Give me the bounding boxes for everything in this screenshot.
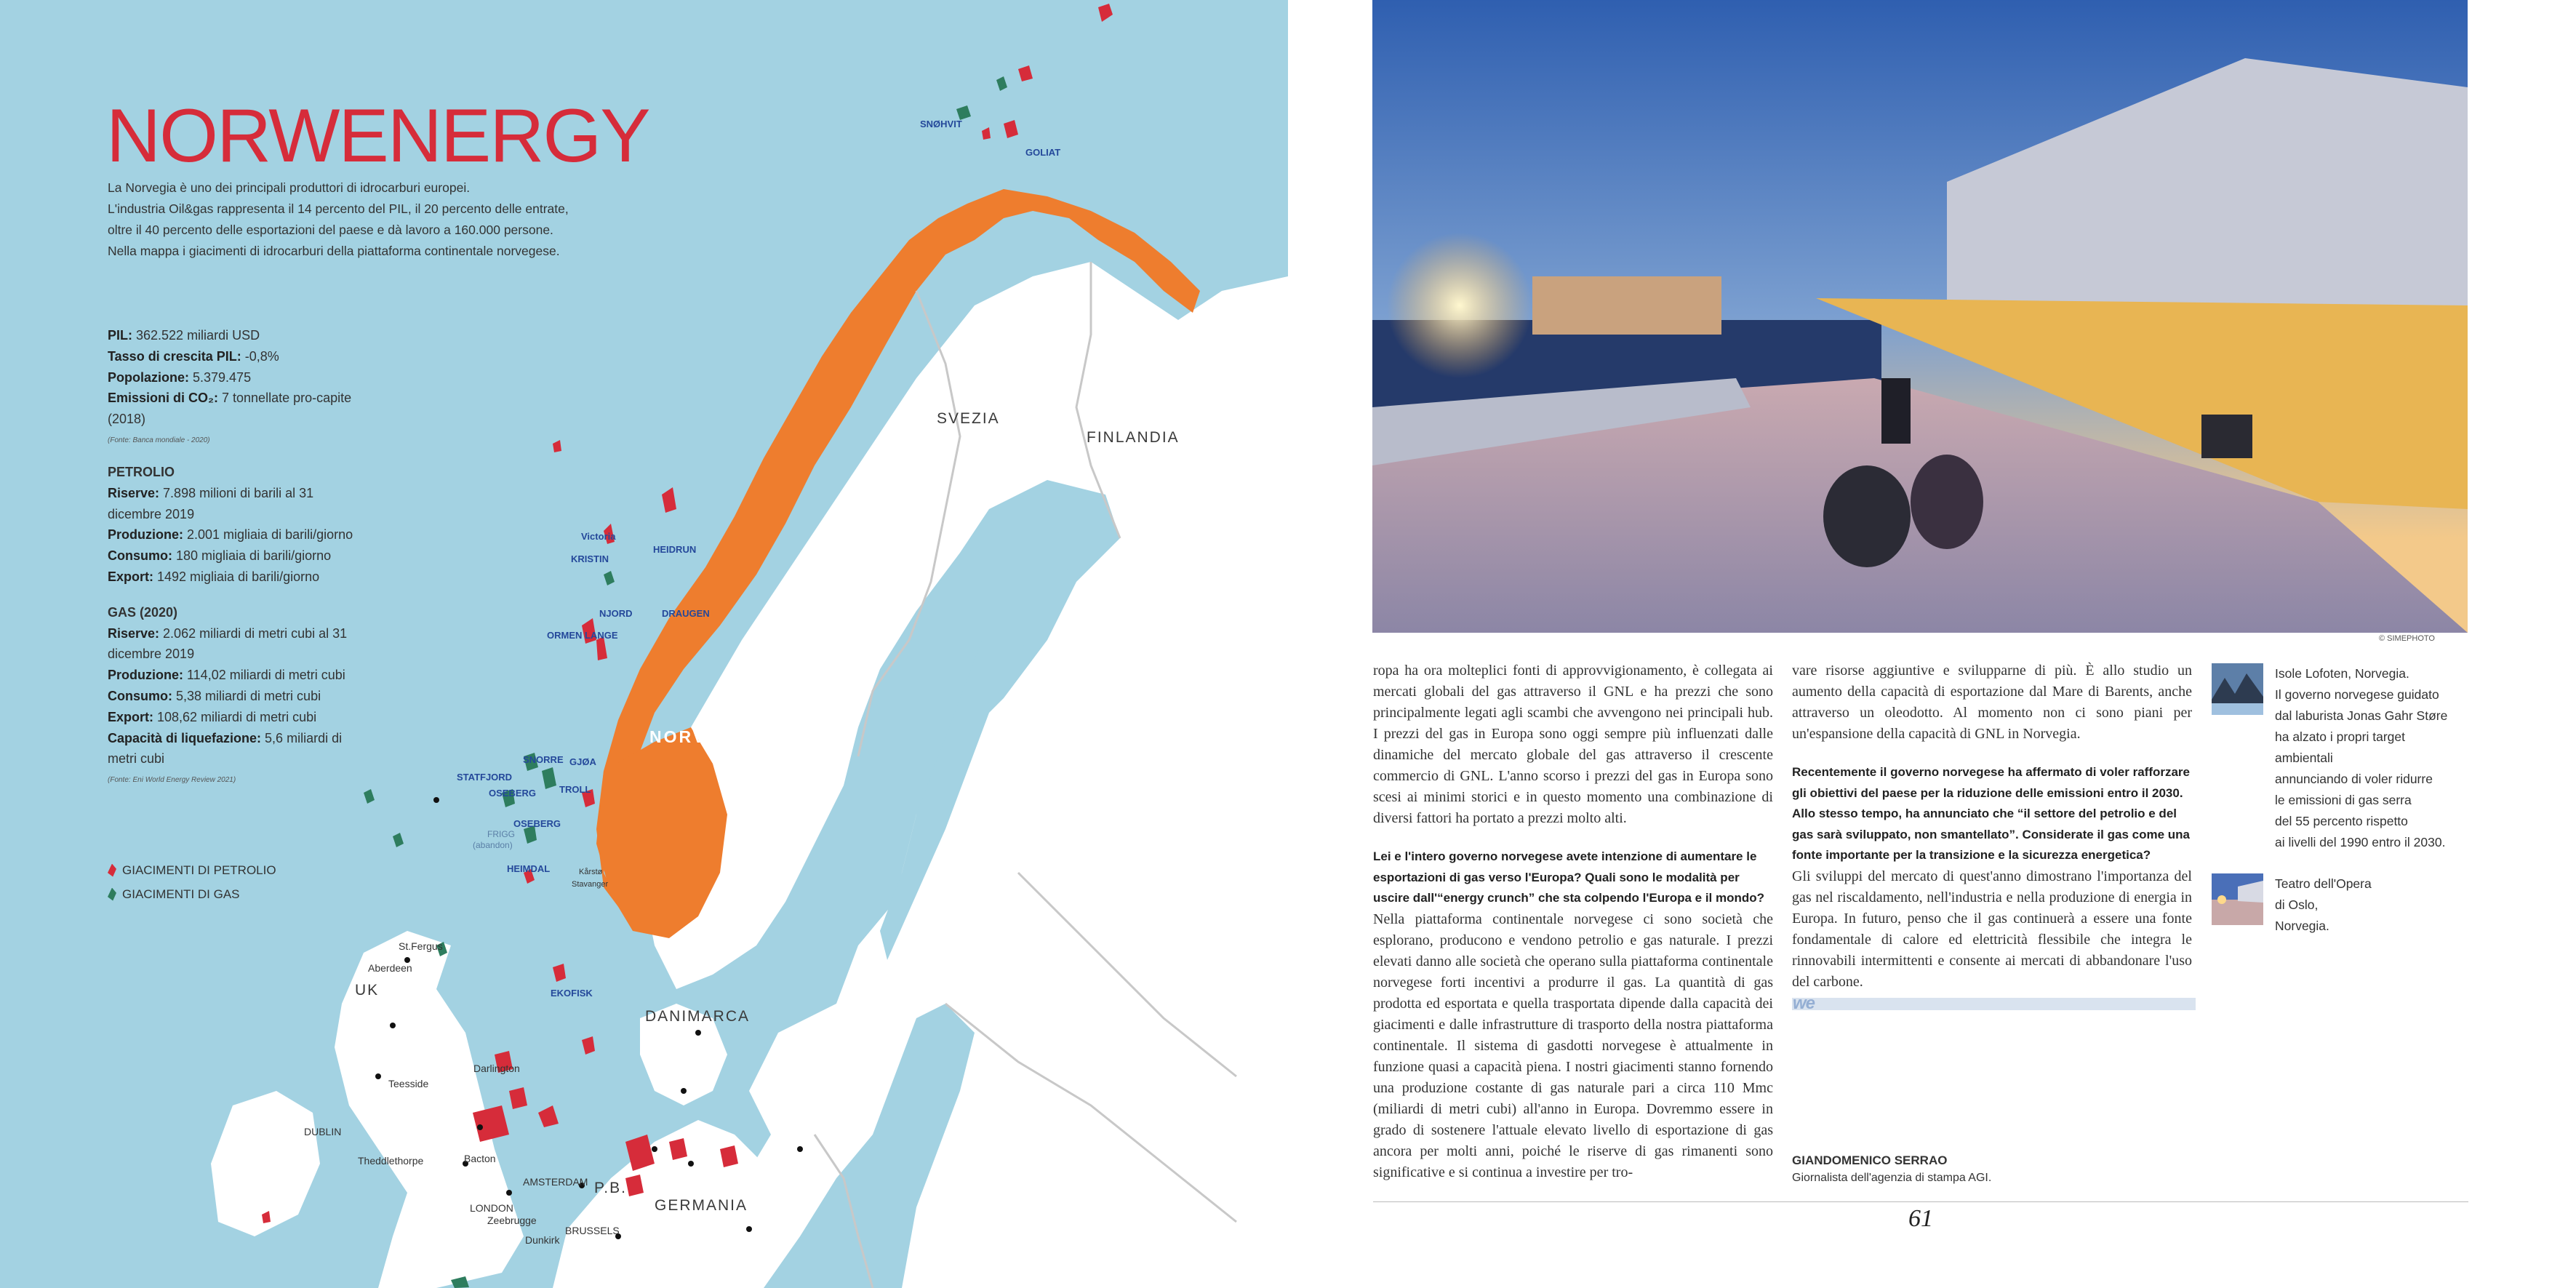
stat-row: Riserve: 7.898 milioni di barili al 31 dicembre 2019 xyxy=(108,485,314,521)
label-danimarca: DANIMARCA xyxy=(645,1008,751,1025)
stat-row: Riserve: 2.062 miliardi di metri cubi al 31 dicembre 2019 xyxy=(108,625,348,662)
field-label: NJORD xyxy=(599,608,633,619)
land-scandinavia xyxy=(640,0,1288,1288)
lofoten-thumbnail xyxy=(2212,663,2263,715)
label-finlandia: FINLANDIA xyxy=(1087,429,1180,446)
city-label: Kårstø xyxy=(579,868,603,876)
interview-question: Recentemente il governo norvegese ha affermato di voler rafforzare gli obiettivi del paese per la riduzione delle emissioni entro il 2030. Allo stesso tempo, ha annunciato che “il settore del petrolio e del gas sarà sviluppato, non smantellato”. Considerate il gas come una fonte importante per la transizione e la sicurezza energetica? xyxy=(1792,765,2191,862)
stat-row: Popolazione: 5.379.475 xyxy=(108,369,252,385)
stats-panel xyxy=(108,325,369,801)
caption-lofoten xyxy=(2212,663,2466,853)
gas-heading: GAS (2020) xyxy=(108,604,178,620)
stat-row: Export: 108,62 miliardi di metri cubi xyxy=(108,709,317,724)
intro-line: oltre il 40 percento delle esportazioni del paese e dà lavoro a 160.000 persone. xyxy=(108,223,553,237)
legend-oil: GIACIMENTI DI PETROLIO xyxy=(108,858,276,882)
field-label: Victoria xyxy=(581,531,616,542)
label-svezia: SVEZIA xyxy=(937,410,1000,427)
stat-row: Export: 1492 migliaia di barili/giorno xyxy=(108,569,320,584)
paragraph: Nella piattaforma continentale norvegese ci sono società che esplorano, producono e vendono petrolio e gas naturale. I prezzi elevati danno alle società che operano sulla piattaforma continentale norvegese forti incentivi a produrre il gas. La quantità di gas prodotta ed esportata e quella trasportata dipende dalla capacità dei giacimenti e dalle infrastrutture di trasporto della nostra piattaforma continentale. Il sistema di gasdotti norvegese è attualmente in funzione quasi a capacità piena. I nostri giacimenti stanno fornendo una produzione costante di gas naturale pari a circa 110 Mmc (miliardi di metri cubi) all'anno in Europa. Dovremmo essere in grado di sostenere l'attuale elevato livello di esportazione di gas ancora per molti anni, poiché le riserve di gas rimanenti sono significative e si continua a investire per tro- xyxy=(1373,911,1773,1180)
field-label: EKOFISK xyxy=(551,988,593,999)
city-label: St.Fergus xyxy=(399,940,443,952)
article-page xyxy=(1288,0,2576,1288)
city-label: Bacton xyxy=(464,1153,496,1164)
stat-row: Tasso di crescita PIL: -0,8% xyxy=(108,348,279,364)
label-pb: P.B. xyxy=(594,1180,627,1196)
footer-rule xyxy=(1373,1201,2468,1202)
photo-illustration xyxy=(1372,0,2468,633)
page-number: 61 xyxy=(1908,1205,1933,1232)
stat-row: Produzione: 114,02 miliardi di metri cubi xyxy=(108,668,345,683)
stat-row: Consumo: 180 migliaia di barili/giorno xyxy=(108,548,332,564)
paragraph: Gli sviluppi del mercato di quest'anno dimostrano l'importanza del gas nel riscaldamento, nell'industria e nella produzione di energia in Europa. In futuro, penso che il gas continuerà a essere una fonte fondamentale di calore ed elettricità flessibile che integra le rinnovabili intermittenti e consente ai mercati di abbandonare l'uso del carbone. xyxy=(1792,868,2192,990)
field-label: GJØA xyxy=(569,756,596,767)
intro-line: L'industria Oil&gas rappresenta il 14 percento del PIL, il 20 percento delle entrate, xyxy=(108,201,569,216)
field-label: OSEBERG xyxy=(489,788,537,799)
city-label: AMSTERDAM xyxy=(523,1176,588,1188)
stat-row: Produzione: 2.001 migliaia di barili/giorno xyxy=(108,527,353,543)
intro-line: Nella mappa i giacimenti di idrocarburi della piattaforma continentale norvegese. xyxy=(108,244,560,258)
article-column-2 xyxy=(1792,660,2192,993)
label-germania: GERMANIA xyxy=(655,1197,748,1214)
author-name: GIANDOMENICO SERRAO xyxy=(1792,1153,1948,1167)
captions xyxy=(2212,663,2466,937)
city-label: (abandon) xyxy=(473,840,513,850)
label-uk: UK xyxy=(355,982,380,999)
field-label: SNORRE xyxy=(523,754,564,765)
intro-text xyxy=(108,177,617,262)
city-label: LONDON xyxy=(470,1202,513,1214)
stat-row: Emissioni di CO₂: 7 tonnellate pro-capite (2018) xyxy=(108,391,352,427)
field-label: HEIMDAL xyxy=(507,863,551,874)
end-bar xyxy=(1792,998,2196,1010)
city-label: Theddlethorpe xyxy=(358,1155,424,1167)
author-signature xyxy=(1792,1152,1991,1186)
field-label: TROLL xyxy=(559,784,591,795)
intro-line: La Norvegia è uno dei principali produttori di idrocarburi europei. xyxy=(108,180,471,195)
petrolio-heading: PETROLIO xyxy=(108,464,175,479)
city-label: Zeebrugge xyxy=(487,1215,537,1226)
gas-field-icon xyxy=(108,888,116,901)
field-label: SNØHVIT xyxy=(920,119,962,129)
label-norvegia: NORVEGIA xyxy=(649,727,756,746)
city-label: BRUSSELS xyxy=(565,1225,620,1236)
oil-field-icon xyxy=(108,864,116,877)
stat-row: Capacità di liquefazione: 5,6 miliardi di metri cubi xyxy=(108,730,343,767)
field-label: ORMEN LANGE xyxy=(547,630,618,641)
field-label: KRISTIN xyxy=(571,553,609,564)
field-label: HEIDRUN xyxy=(653,544,697,555)
stat-row: Consumo: 5,38 miliardi di metri cubi xyxy=(108,688,321,703)
map-legend xyxy=(108,858,276,906)
city-label: Darlington xyxy=(473,1063,520,1074)
oslo-opera-photo xyxy=(1372,0,2468,633)
city-label: Teesside xyxy=(388,1078,429,1089)
field-label: OSEBERG xyxy=(513,818,561,829)
city-label: Stavanger xyxy=(572,880,609,889)
source-note: (Fonte: Banca mondiale - 2020) xyxy=(108,436,210,444)
photo-credit: © SIMEPHOTO xyxy=(2379,634,2435,643)
we-logo: we xyxy=(1793,993,1815,1013)
stat-row: PIL: 362.522 miliardi USD xyxy=(108,328,260,343)
paragraph: ropa ha ora molteplici fonti di approvvigionamento, è collegata ai mercati globali del gas attraverso il GNL e ha prezzi che sono principalmente legati agli scambi che avvengono nei principali hub. I prezzi del gas in Europa sono oggi sempre più influenzati dalle dinamiche del mercato globale del gas attraverso il crescente commercio di GNL. L'anno scorso i prezzi del gas in Europa sono scesi ai minimi storici e in questo momento una combinazione di diversi fattori ha portato a prezzi molto alti. xyxy=(1373,663,1773,826)
city-label: Dunkirk xyxy=(525,1234,560,1246)
paragraph: vare risorse aggiuntive e svilupparne di più. È allo studio un aumento della capacità di esportazione dal Mare di Barents, anche attraverso un oleodotto. Al momento non ci sono piani per un'espansione della capacità di GNL in Norvegia. xyxy=(1792,663,2192,742)
field-label: GOLIAT xyxy=(1025,147,1061,158)
caption-text: Isole Lofoten, Norvegia. Il governo norvegese guidato dal laburista Jonas Gahr Støre ha alzato i propri target ambientali annunciando di voler ridurre le emissioni di gas serra del 55 percento rispetto ai livelli del 1990 entro il 2030. xyxy=(2275,666,2448,849)
field-label: STATFJORD xyxy=(457,772,513,783)
page-title: NORWENERGY xyxy=(106,94,649,178)
city-label: FRIGG xyxy=(487,829,515,839)
city-label: DUBLIN xyxy=(304,1126,342,1137)
article-column-1 xyxy=(1373,660,1773,1183)
city-label: Aberdeen xyxy=(368,962,412,974)
field-label: DRAUGEN xyxy=(662,608,710,619)
caption-text: Teatro dell'Opera di Oslo, Norvegia. xyxy=(2275,876,2372,933)
source-note: (Fonte: Eni World Energy Review 2021) xyxy=(108,776,236,785)
legend-gas: GIACIMENTI DI GAS xyxy=(108,882,276,906)
interview-question: Lei e l'intero governo norvegese avete intenzione di aumentare le esportazioni di gas verso l'Europa? Quali sono le modalità per uscire dall'“energy crunch” che sta colpendo l'Europa e il mondo? xyxy=(1373,849,1765,905)
opera-thumbnail xyxy=(2212,873,2263,925)
author-role: Giornalista dell'agenzia di stampa AGI. xyxy=(1792,1172,1992,1184)
caption-opera xyxy=(2212,873,2466,937)
